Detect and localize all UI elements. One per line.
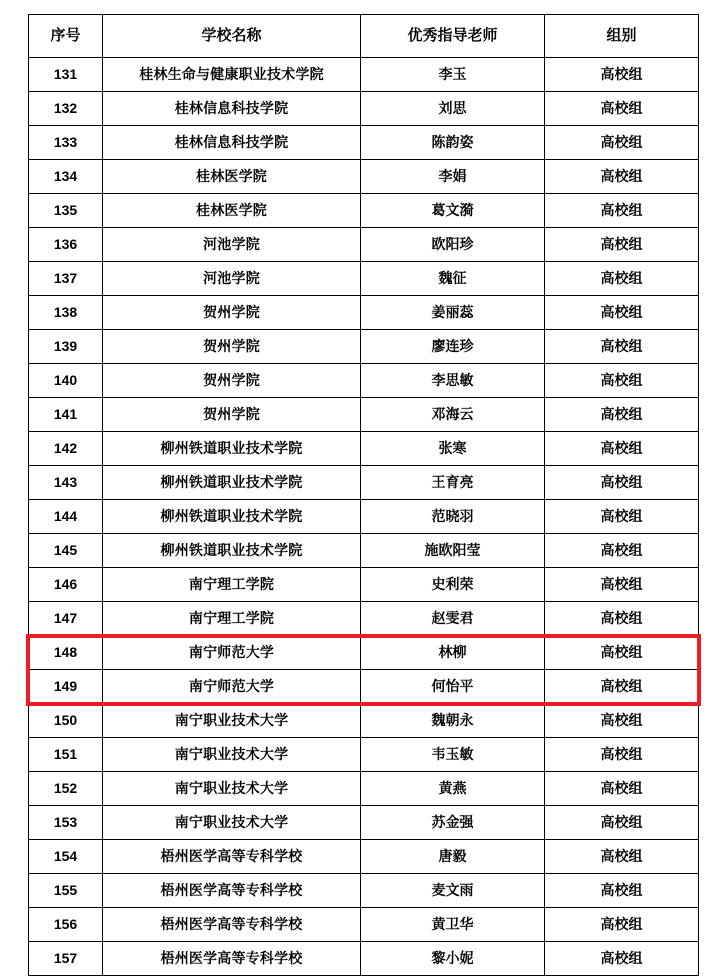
cell-school: 桂林医学院 [103, 160, 361, 194]
table-row [29, 704, 699, 738]
cell-index: 131 [29, 58, 103, 92]
cell-group: 高校组 [545, 636, 699, 670]
cell-index: 146 [29, 568, 103, 602]
cell-school: 南宁职业技术大学 [103, 704, 361, 738]
table-body [29, 58, 699, 976]
table-row [29, 636, 699, 670]
table-row [29, 262, 699, 296]
cell-group: 高校组 [545, 398, 699, 432]
cell-group: 高校组 [545, 58, 699, 92]
cell-teacher: 韦玉敏 [361, 738, 545, 772]
cell-group: 高校组 [545, 92, 699, 126]
table-row [29, 602, 699, 636]
cell-school: 桂林信息科技学院 [103, 92, 361, 126]
cell-index: 142 [29, 432, 103, 466]
cell-teacher: 范晓羽 [361, 500, 545, 534]
cell-teacher: 陈韵姿 [361, 126, 545, 160]
table-row [29, 874, 699, 908]
column-header-teacher: 优秀指导老师 [361, 15, 545, 58]
cell-teacher: 史利荣 [361, 568, 545, 602]
table-row [29, 500, 699, 534]
cell-teacher: 张寒 [361, 432, 545, 466]
cell-index: 149 [29, 670, 103, 704]
cell-school: 梧州医学高等专科学校 [103, 840, 361, 874]
cell-teacher: 廖连珍 [361, 330, 545, 364]
cell-teacher: 邓海云 [361, 398, 545, 432]
table-row [29, 58, 699, 92]
cell-school: 南宁理工学院 [103, 568, 361, 602]
table-row [29, 466, 699, 500]
cell-school: 河池学院 [103, 228, 361, 262]
cell-school: 桂林生命与健康职业技术学院 [103, 58, 361, 92]
cell-teacher: 欧阳珍 [361, 228, 545, 262]
table-row [29, 398, 699, 432]
cell-teacher: 葛文漪 [361, 194, 545, 228]
cell-index: 157 [29, 942, 103, 976]
cell-group: 高校组 [545, 772, 699, 806]
cell-group: 高校组 [545, 296, 699, 330]
cell-index: 148 [29, 636, 103, 670]
cell-group: 高校组 [545, 160, 699, 194]
cell-school: 贺州学院 [103, 364, 361, 398]
cell-teacher: 林柳 [361, 636, 545, 670]
cell-index: 140 [29, 364, 103, 398]
cell-teacher: 李思敏 [361, 364, 545, 398]
cell-index: 139 [29, 330, 103, 364]
cell-teacher: 李玉 [361, 58, 545, 92]
cell-index: 134 [29, 160, 103, 194]
table-row [29, 92, 699, 126]
cell-index: 145 [29, 534, 103, 568]
cell-school: 梧州医学高等专科学校 [103, 874, 361, 908]
cell-teacher: 魏朝永 [361, 704, 545, 738]
cell-group: 高校组 [545, 262, 699, 296]
cell-school: 柳州铁道职业技术学院 [103, 466, 361, 500]
cell-index: 155 [29, 874, 103, 908]
cell-index: 136 [29, 228, 103, 262]
table-row [29, 738, 699, 772]
cell-teacher: 苏金强 [361, 806, 545, 840]
cell-school: 南宁理工学院 [103, 602, 361, 636]
cell-school: 梧州医学高等专科学校 [103, 908, 361, 942]
cell-group: 高校组 [545, 194, 699, 228]
cell-school: 柳州铁道职业技术学院 [103, 500, 361, 534]
table-row [29, 160, 699, 194]
cell-school: 河池学院 [103, 262, 361, 296]
cell-teacher: 黎小妮 [361, 942, 545, 976]
cell-school: 柳州铁道职业技术学院 [103, 432, 361, 466]
cell-index: 138 [29, 296, 103, 330]
cell-teacher: 施欧阳莹 [361, 534, 545, 568]
cell-teacher: 姜丽蕊 [361, 296, 545, 330]
cell-group: 高校组 [545, 534, 699, 568]
cell-group: 高校组 [545, 942, 699, 976]
cell-group: 高校组 [545, 432, 699, 466]
cell-index: 153 [29, 806, 103, 840]
cell-index: 156 [29, 908, 103, 942]
cell-group: 高校组 [545, 330, 699, 364]
cell-school: 桂林信息科技学院 [103, 126, 361, 160]
cell-group: 高校组 [545, 738, 699, 772]
cell-teacher: 李娟 [361, 160, 545, 194]
table-row [29, 772, 699, 806]
cell-school: 柳州铁道职业技术学院 [103, 534, 361, 568]
table-row [29, 126, 699, 160]
cell-group: 高校组 [545, 806, 699, 840]
cell-school: 南宁职业技术大学 [103, 772, 361, 806]
column-header-group: 组别 [545, 15, 699, 58]
column-header-school: 学校名称 [103, 15, 361, 58]
table-row [29, 296, 699, 330]
cell-group: 高校组 [545, 364, 699, 398]
table-row [29, 534, 699, 568]
table-row [29, 908, 699, 942]
cell-group: 高校组 [545, 126, 699, 160]
table-row [29, 330, 699, 364]
table-row [29, 228, 699, 262]
cell-index: 151 [29, 738, 103, 772]
cell-teacher: 刘思 [361, 92, 545, 126]
cell-school: 梧州医学高等专科学校 [103, 942, 361, 976]
cell-index: 135 [29, 194, 103, 228]
table-row [29, 432, 699, 466]
cell-index: 144 [29, 500, 103, 534]
cell-school: 南宁师范大学 [103, 636, 361, 670]
cell-teacher: 唐毅 [361, 840, 545, 874]
table-row [29, 942, 699, 976]
cell-index: 147 [29, 602, 103, 636]
cell-index: 141 [29, 398, 103, 432]
table-row [29, 840, 699, 874]
cell-school: 南宁职业技术大学 [103, 738, 361, 772]
cell-group: 高校组 [545, 874, 699, 908]
cell-index: 137 [29, 262, 103, 296]
cell-index: 154 [29, 840, 103, 874]
cell-teacher: 何怡平 [361, 670, 545, 704]
cell-group: 高校组 [545, 908, 699, 942]
cell-index: 132 [29, 92, 103, 126]
cell-teacher: 王育亮 [361, 466, 545, 500]
cell-group: 高校组 [545, 466, 699, 500]
award-table [28, 14, 699, 976]
cell-group: 高校组 [545, 602, 699, 636]
cell-group: 高校组 [545, 228, 699, 262]
cell-school: 桂林医学院 [103, 194, 361, 228]
cell-index: 133 [29, 126, 103, 160]
cell-group: 高校组 [545, 704, 699, 738]
cell-school: 南宁师范大学 [103, 670, 361, 704]
cell-index: 152 [29, 772, 103, 806]
cell-group: 高校组 [545, 840, 699, 874]
cell-teacher: 赵雯君 [361, 602, 545, 636]
table-header-row [29, 15, 699, 58]
cell-school: 南宁职业技术大学 [103, 806, 361, 840]
cell-group: 高校组 [545, 670, 699, 704]
cell-teacher: 魏征 [361, 262, 545, 296]
table-header [29, 15, 699, 58]
cell-index: 143 [29, 466, 103, 500]
table-row [29, 568, 699, 602]
table-row [29, 194, 699, 228]
cell-teacher: 黄卫华 [361, 908, 545, 942]
cell-school: 贺州学院 [103, 398, 361, 432]
table-row [29, 364, 699, 398]
cell-school: 贺州学院 [103, 296, 361, 330]
cell-index: 150 [29, 704, 103, 738]
column-header-index: 序号 [29, 15, 103, 58]
cell-school: 贺州学院 [103, 330, 361, 364]
table-row [29, 670, 699, 704]
table-row [29, 806, 699, 840]
cell-teacher: 麦文雨 [361, 874, 545, 908]
cell-teacher: 黄燕 [361, 772, 545, 806]
cell-group: 高校组 [545, 500, 699, 534]
cell-group: 高校组 [545, 568, 699, 602]
